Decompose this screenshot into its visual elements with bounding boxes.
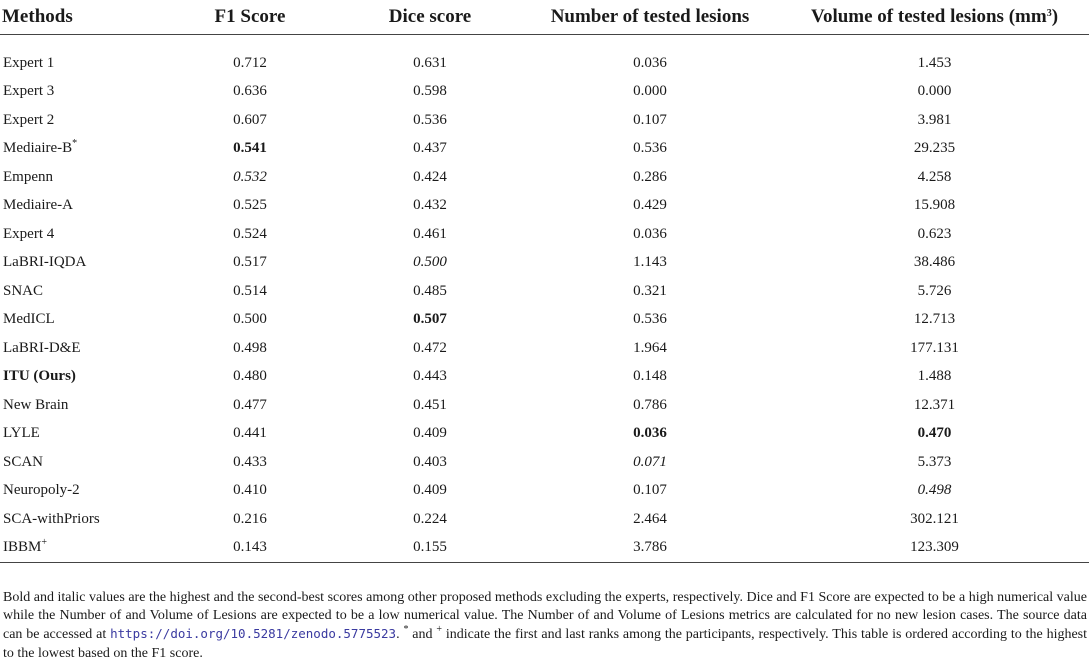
table-footnote [3,589,1087,663]
table-body [0,35,1089,563]
header-volume-lesions [780,0,1089,35]
cell-f1-score-text: 0.477 [233,396,267,413]
cell-f1-score [160,477,340,506]
cell-number-lesions-text: 0.536 [633,140,667,157]
cell-volume-lesions [780,163,1089,192]
cell-f1-score [160,78,340,107]
cell-f1-score [160,163,340,192]
cell-method-text: Expert 2 [3,111,55,128]
cell-volume-lesions-text: 29.235 [913,140,956,157]
footnote-plus: + [436,624,443,636]
cell-method-text: Expert 3 [3,83,55,100]
cell-method-text: IBBM [3,539,42,556]
cell-method-text: LaBRI-IQDA [3,254,87,271]
cell-method [0,363,160,392]
cell-dice-score [340,363,520,392]
cell-number-lesions-text: 0.036 [633,54,667,71]
cell-f1-score-text: 0.541 [233,140,267,157]
cell-method-text: Empenn [3,168,53,185]
cell-f1-score-text: 0.441 [233,425,267,442]
cell-volume-lesions-text: 0.470 [917,425,952,442]
cell-number-lesions [520,163,780,192]
cell-f1-score [160,192,340,221]
cell-dice-score-text: 0.443 [413,368,447,385]
cell-method-text: New Brain [3,396,69,413]
cell-dice-score-text: 0.631 [413,54,447,71]
cell-dice-score-text: 0.461 [413,225,447,242]
table-row [0,192,1089,221]
header-dice-score: Dice score [340,0,520,35]
cell-f1-score [160,420,340,449]
cell-method-text: Mediaire-B [3,140,73,157]
cell-volume-lesions-text: 3.981 [917,111,952,128]
cell-dice-score [340,135,520,164]
cell-dice-score [340,277,520,306]
cell-number-lesions-text: 0.786 [633,396,667,413]
cell-dice-score-text: 0.155 [413,539,447,556]
cell-f1-score [160,534,340,563]
header-volume-superscript: 3 [1046,8,1052,19]
cell-dice-score-text: 0.424 [413,168,447,185]
table-row [0,448,1089,477]
cell-dice-score-text: 0.472 [413,339,447,356]
cell-method-text: LYLE [3,425,40,442]
cell-volume-lesions-text: 5.726 [917,282,952,299]
cell-volume-lesions-text: 177.131 [910,339,959,356]
header-volume-text: Volume of tested lesions (mm [810,6,1047,27]
cell-number-lesions-text: 0.536 [633,311,667,328]
cell-f1-score [160,277,340,306]
cell-f1-score-text: 0.480 [233,368,267,385]
table-row [0,163,1089,192]
cell-volume-lesions [780,135,1089,164]
header-number-lesions: Number of tested lesions [520,0,780,35]
cell-method-text: LaBRI-D&E [3,339,81,356]
cell-volume-lesions-text: 12.713 [913,311,956,328]
cell-number-lesions-text: 0.036 [633,425,667,442]
cell-f1-score [160,49,340,78]
cell-number-lesions [520,306,780,335]
cell-volume-lesions [780,477,1089,506]
cell-volume-lesions [780,277,1089,306]
cell-number-lesions [520,249,780,278]
cell-f1-score-text: 0.532 [233,168,267,185]
cell-f1-score-text: 0.410 [233,482,267,499]
cell-number-lesions-text: 0.429 [633,197,667,214]
cell-dice-score [340,249,520,278]
table-row [0,220,1089,249]
cell-number-lesions-text: 2.464 [633,510,667,527]
cell-volume-lesions [780,505,1089,534]
cell-method [0,220,160,249]
cell-f1-score [160,505,340,534]
cell-volume-lesions-text: 1.453 [917,54,952,71]
footnote-text-2: . [396,627,404,643]
table-row [0,249,1089,278]
table-row [0,363,1089,392]
footnote-text-3: and [408,627,437,643]
cell-method-text: Expert 1 [3,54,55,71]
cell-volume-lesions-text: 5.373 [917,453,952,470]
cell-number-lesions-text: 0.071 [633,453,667,470]
cell-dice-score [340,505,520,534]
cell-dice-score-text: 0.437 [413,140,447,157]
cell-volume-lesions [780,306,1089,335]
table-row [0,334,1089,363]
cell-volume-lesions-text: 0.000 [917,83,952,100]
cell-volume-lesions [780,49,1089,78]
cell-dice-score [340,477,520,506]
cell-f1-score [160,249,340,278]
cell-number-lesions-text: 0.286 [633,168,667,185]
cell-dice-score [340,106,520,135]
cell-f1-score [160,106,340,135]
cell-number-lesions [520,106,780,135]
cell-volume-lesions [780,220,1089,249]
cell-f1-score-text: 0.525 [233,197,267,214]
cell-number-lesions [520,78,780,107]
cell-number-lesions [520,363,780,392]
cell-f1-score-text: 0.433 [233,453,267,470]
cell-dice-score-text: 0.598 [413,83,447,100]
cell-method-text: ITU (Ours) [3,368,76,385]
cell-dice-score [340,78,520,107]
cell-method-text: Mediaire-A [3,197,73,214]
table-row [0,477,1089,506]
cell-number-lesions [520,192,780,221]
cell-number-lesions [520,534,780,563]
cell-dice-score-text: 0.485 [413,282,447,299]
table-row [0,78,1089,107]
cell-method [0,306,160,335]
cell-volume-lesions-text: 12.371 [913,396,956,413]
table-row [0,277,1089,306]
cell-volume-lesions-text: 38.486 [913,254,956,271]
cell-f1-score-text: 0.498 [233,339,267,356]
cell-f1-score [160,135,340,164]
cell-method-text: SCAN [3,453,44,470]
footnote-text-4: indicate the first and last ranks among the participants, respectively. This table is ordered according to the highest to the lowest based on the F1 score. [3,627,1088,661]
cell-dice-score-text: 0.409 [413,425,447,442]
cell-dice-score [340,334,520,363]
cell-dice-score [340,192,520,221]
cell-volume-lesions-text: 15.908 [913,197,956,214]
cell-method-text: Expert 4 [3,225,55,242]
cell-volume-lesions [780,192,1089,221]
cell-dice-score-text: 0.507 [413,311,447,328]
table-row [0,49,1089,78]
cell-number-lesions [520,505,780,534]
header-volume-close: ) [1051,6,1059,27]
cell-volume-lesions [780,334,1089,363]
cell-dice-score [340,220,520,249]
cell-dice-score [340,49,520,78]
cell-number-lesions [520,391,780,420]
cell-f1-score [160,306,340,335]
cell-f1-score-text: 0.524 [233,225,267,242]
cell-f1-score-text: 0.636 [233,83,267,100]
cell-method [0,448,160,477]
cell-number-lesions [520,477,780,506]
method-rank-marker: + [41,537,47,549]
cell-number-lesions-text: 1.143 [633,254,667,271]
cell-number-lesions-text: 0.000 [633,83,667,100]
cell-method [0,135,160,164]
cell-method-text: SCA-withPriors [3,510,100,527]
cell-number-lesions [520,420,780,449]
cell-method-text: MedICL [3,311,55,328]
cell-volume-lesions [780,249,1089,278]
cell-dice-score [340,420,520,449]
cell-method [0,78,160,107]
cell-method [0,477,160,506]
cell-number-lesions-text: 1.964 [633,339,667,356]
cell-dice-score [340,534,520,563]
cell-volume-lesions [780,363,1089,392]
cell-method [0,192,160,221]
cell-dice-score-text: 0.451 [413,396,447,413]
cell-volume-lesions-text: 4.258 [917,168,952,185]
cell-number-lesions [520,49,780,78]
cell-number-lesions [520,220,780,249]
cell-f1-score [160,391,340,420]
cell-dice-score-text: 0.432 [413,197,447,214]
cell-dice-score [340,306,520,335]
cell-volume-lesions-text: 123.309 [910,539,959,556]
cell-number-lesions [520,448,780,477]
method-rank-marker: * [72,138,78,150]
table-row [0,135,1089,164]
header-methods: Methods [0,0,160,35]
cell-f1-score-text: 0.143 [233,539,267,556]
cell-dice-score [340,163,520,192]
cell-dice-score-text: 0.536 [413,111,447,128]
cell-volume-lesions-text: 302.121 [910,510,959,527]
cell-dice-score [340,448,520,477]
cell-method [0,49,160,78]
cell-volume-lesions [780,448,1089,477]
cell-f1-score-text: 0.500 [233,311,267,328]
table-row [0,306,1089,335]
cell-number-lesions-text: 3.786 [633,539,667,556]
cell-number-lesions [520,334,780,363]
cell-f1-score [160,334,340,363]
cell-method [0,249,160,278]
cell-number-lesions [520,277,780,306]
cell-f1-score [160,220,340,249]
cell-f1-score-text: 0.216 [233,510,267,527]
header-f1-score: F1 Score [160,0,340,35]
cell-number-lesions-text: 0.036 [633,225,667,242]
cell-f1-score-text: 0.517 [233,254,267,271]
table-row [0,106,1089,135]
cell-dice-score-text: 0.500 [413,254,447,271]
cell-f1-score [160,448,340,477]
cell-number-lesions-text: 0.107 [633,482,667,499]
cell-method-text: SNAC [3,282,44,299]
cell-method-text: Neuropoly-2 [3,482,80,499]
source-data-link[interactable]: https://doi.org/10.5281/zenodo.5775523 [110,626,397,642]
cell-method [0,277,160,306]
table-row [0,420,1089,449]
cell-volume-lesions [780,420,1089,449]
cell-method [0,163,160,192]
cell-method [0,106,160,135]
cell-f1-score-text: 0.607 [233,111,267,128]
cell-number-lesions-text: 0.321 [633,282,667,299]
cell-number-lesions [520,135,780,164]
cell-dice-score-text: 0.403 [413,453,447,470]
cell-method [0,505,160,534]
cell-volume-lesions [780,78,1089,107]
table-row [0,391,1089,420]
cell-number-lesions-text: 0.107 [633,111,667,128]
cell-method [0,391,160,420]
cell-method [0,420,160,449]
cell-f1-score-text: 0.514 [233,282,267,299]
cell-volume-lesions [780,534,1089,563]
cell-method [0,534,160,563]
table-row [0,505,1089,534]
cell-volume-lesions-text: 0.623 [917,225,952,242]
cell-volume-lesions [780,391,1089,420]
cell-f1-score-text: 0.712 [233,54,267,71]
cell-number-lesions-text: 0.148 [633,368,667,385]
header-row [0,0,1089,35]
cell-volume-lesions-text: 0.498 [917,482,952,499]
cell-method [0,334,160,363]
cell-dice-score [340,391,520,420]
footnote-text-1: Bold and italic values are the highest and the second-best scores among other proposed methods excluding the experts, respectively. Dice and F1 Score are expected to be a high numerical value while the Number of and Volume of Lesions are expected to be a low numerical value. The Number of and Volume of Lesions metrics are calculated for no new lesion cases. The source data can be accessed at [3,590,1087,643]
cell-volume-lesions-text: 1.488 [917,368,952,385]
cell-f1-score [160,363,340,392]
cell-volume-lesions [780,106,1089,135]
footnote-asterisk: * [403,624,409,636]
cell-dice-score-text: 0.224 [413,510,447,527]
cell-dice-score-text: 0.409 [413,482,447,499]
table-row [0,534,1089,563]
